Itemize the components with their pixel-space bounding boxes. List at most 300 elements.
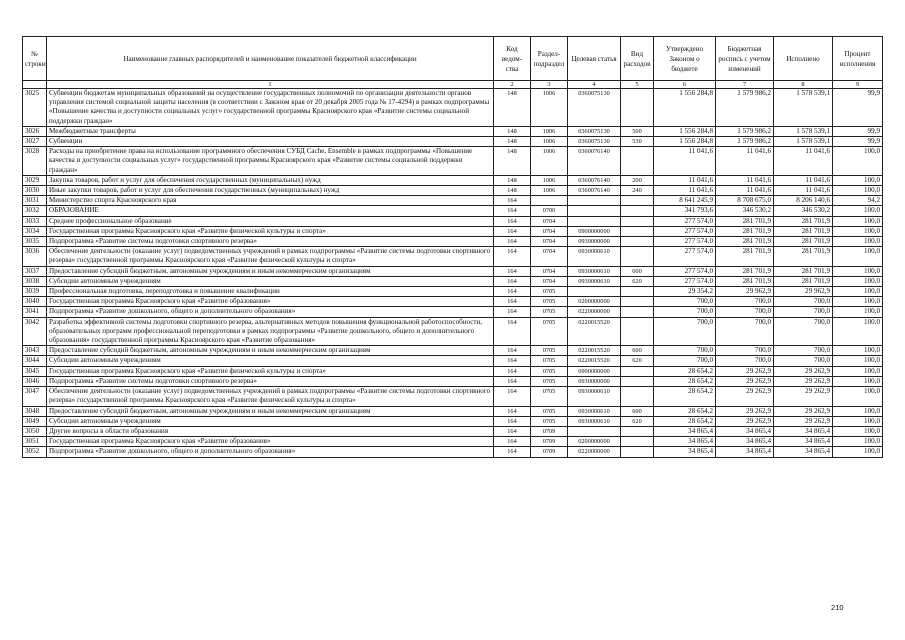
row-executed: 700,0 [774, 317, 833, 346]
table-row [23, 247, 883, 266]
row-dept-code: 148 [494, 147, 531, 176]
row-section: 1006 [531, 147, 568, 176]
row-expense-type [621, 206, 654, 216]
row-section: 0704 [531, 276, 568, 286]
row-dept-code: 164 [494, 426, 531, 436]
header-executed: Исполнено [774, 37, 833, 81]
row-section: 0704 [531, 216, 568, 226]
column-number: 9 [833, 81, 883, 89]
row-percent: 100,0 [833, 346, 883, 356]
row-expense-type [621, 426, 654, 436]
row-dept-code: 164 [494, 387, 531, 406]
row-approved: 11 041,6 [654, 186, 716, 196]
row-percent: 100,0 [833, 216, 883, 226]
table-row [23, 137, 883, 147]
row-expense-type [621, 89, 654, 127]
row-expense-type [621, 247, 654, 266]
row-section: 0705 [531, 297, 568, 307]
row-number: 3037 [23, 266, 47, 276]
row-budget-list: 700,0 [716, 317, 774, 346]
row-percent: 94,2 [833, 196, 883, 206]
row-budget-list: 34 865,4 [716, 447, 774, 457]
row-name: Подпрограмма «Развитие системы подготовки спортивного резерва» [47, 376, 494, 386]
row-target-article: 0930000610 [568, 266, 621, 276]
row-executed: 281 701,9 [774, 276, 833, 286]
row-approved: 1 556 284,8 [654, 137, 716, 147]
row-number: 3036 [23, 247, 47, 266]
row-section: 0709 [531, 447, 568, 457]
column-number-row [23, 81, 883, 89]
row-approved: 700,0 [654, 346, 716, 356]
row-target-article: 0360076140 [568, 175, 621, 185]
row-name: Государственная программа Красноярского края «Развитие образования» [47, 297, 494, 307]
row-executed: 281 701,9 [774, 237, 833, 247]
table-row [23, 346, 883, 356]
row-dept-code: 148 [494, 126, 531, 136]
row-name: Субсидии автономным учреждениям [47, 356, 494, 366]
row-executed: 700,0 [774, 297, 833, 307]
row-target-article: 0900000000 [568, 226, 621, 236]
header-percent: Процент исполнения [833, 37, 883, 81]
row-approved: 277 574,0 [654, 216, 716, 226]
row-section: 0709 [531, 426, 568, 436]
row-percent: 100,0 [833, 437, 883, 447]
header-section: Раздел-подраздел [531, 37, 568, 81]
row-number: 3051 [23, 437, 47, 447]
table-row [23, 356, 883, 366]
row-section: 0705 [531, 346, 568, 356]
row-executed: 1 578 539,1 [774, 137, 833, 147]
row-dept-code: 164 [494, 287, 531, 297]
row-budget-list: 29 262,9 [716, 416, 774, 426]
row-percent: 99,9 [833, 137, 883, 147]
row-target-article: 0220015520 [568, 346, 621, 356]
table-row [23, 89, 883, 127]
row-budget-list: 29 262,9 [716, 387, 774, 406]
table-row [23, 126, 883, 136]
column-number: 4 [568, 81, 621, 89]
row-name: Государственная программа Красноярского края «Развитие образования» [47, 437, 494, 447]
row-percent: 100,0 [833, 276, 883, 286]
row-name: Предоставление субсидий бюджетным, автономным учреждениям и иным некоммерческим организациям [47, 266, 494, 276]
row-dept-code: 164 [494, 226, 531, 236]
row-executed: 11 041,6 [774, 175, 833, 185]
header-row [23, 37, 883, 81]
table-row [23, 266, 883, 276]
row-dept-code: 164 [494, 216, 531, 226]
row-expense-type: 620 [621, 276, 654, 286]
row-executed: 281 701,9 [774, 216, 833, 226]
row-section [531, 196, 568, 206]
budget-report-page [22, 36, 882, 458]
row-approved: 28 654,2 [654, 387, 716, 406]
row-name: Среднее профессиональное образование [47, 216, 494, 226]
row-dept-code: 164 [494, 276, 531, 286]
row-budget-list: 346 530,2 [716, 206, 774, 216]
row-dept-code: 164 [494, 317, 531, 346]
column-number: 2 [494, 81, 531, 89]
row-expense-type: 200 [621, 175, 654, 185]
row-dept-code: 164 [494, 206, 531, 216]
row-section: 0704 [531, 237, 568, 247]
row-name: Расходы на приобретение права на использование программного обеспечения СУБД Cache, Ensemble в рамках подпрограммы «Повышение качества и доступности социальных услуг» государственной программы Красноярского края «Развитие системы социальной поддержки граждан» [47, 147, 494, 176]
row-target-article: 0930000000 [568, 376, 621, 386]
row-dept-code: 164 [494, 196, 531, 206]
row-approved: 28 654,2 [654, 376, 716, 386]
row-number: 3030 [23, 186, 47, 196]
row-name: Государственная программа Красноярского края «Развитие физической культуры и спорта» [47, 366, 494, 376]
row-expense-type [621, 376, 654, 386]
row-approved: 700,0 [654, 297, 716, 307]
row-dept-code: 164 [494, 266, 531, 276]
row-name: Министерство спорта Красноярского края [47, 196, 494, 206]
row-name: Разработка эффективной системы подготовки спортивного резерва, альтернативных методов повышения функциональной работоспособности, образовательных программ профессиональной переподготовки в рамках подпрограммы «Развитие дошкольного, общего и дополнительного образования» государственной программы Красноярского края «Развитие образования» [47, 317, 494, 346]
row-number: 3038 [23, 276, 47, 286]
row-number: 3050 [23, 426, 47, 436]
row-approved: 28 654,2 [654, 366, 716, 376]
row-section: 0705 [531, 356, 568, 366]
row-executed: 29 262,9 [774, 376, 833, 386]
table-row [23, 317, 883, 346]
row-section: 1006 [531, 89, 568, 127]
header-approved: Утверждено Законом о бюджете [654, 37, 716, 81]
row-expense-type: 600 [621, 406, 654, 416]
row-number: 3046 [23, 376, 47, 386]
row-expense-type [621, 307, 654, 317]
row-target-article: 0930000610 [568, 387, 621, 406]
row-expense-type [621, 297, 654, 307]
row-approved: 700,0 [654, 307, 716, 317]
table-body [23, 89, 883, 458]
row-section: 0705 [531, 416, 568, 426]
table-row [23, 366, 883, 376]
row-target-article: 0930000610 [568, 416, 621, 426]
row-approved: 700,0 [654, 356, 716, 366]
row-target-article [568, 426, 621, 436]
row-percent: 100,0 [833, 226, 883, 236]
header-target-article: Целевая статья [568, 37, 621, 81]
row-expense-type [621, 387, 654, 406]
row-dept-code: 164 [494, 297, 531, 307]
row-target-article [568, 196, 621, 206]
row-dept-code: 148 [494, 175, 531, 185]
header-name: Наименование главных распорядителей и наименование показателей бюджетной классификации [47, 37, 494, 81]
row-name: Обеспечение деятельности (оказание услуг) подведомственных учреждений в рамках подпрограммы «Развитие системы подготовки спортивного резерва» государственной программы Красноярского края «Развитие физической культуры и спорта» [47, 387, 494, 406]
row-section: 0704 [531, 266, 568, 276]
row-executed: 281 701,9 [774, 247, 833, 266]
row-number: 3048 [23, 406, 47, 416]
row-budget-list: 29 962,9 [716, 287, 774, 297]
row-budget-list: 1 579 986,2 [716, 137, 774, 147]
row-budget-list: 11 041,6 [716, 186, 774, 196]
row-approved: 341 793,6 [654, 206, 716, 216]
row-expense-type [621, 317, 654, 346]
table-row [23, 416, 883, 426]
row-executed: 700,0 [774, 346, 833, 356]
row-budget-list: 8 708 675,0 [716, 196, 774, 206]
row-number: 3029 [23, 175, 47, 185]
row-name: Субсидии автономным учреждениям [47, 416, 494, 426]
row-dept-code: 148 [494, 186, 531, 196]
page-number: 210 [831, 603, 844, 612]
row-section: 0705 [531, 376, 568, 386]
row-approved: 34 865,4 [654, 426, 716, 436]
row-executed: 29 962,9 [774, 287, 833, 297]
row-percent: 100,0 [833, 317, 883, 346]
row-target-article: 0200000000 [568, 437, 621, 447]
row-expense-type [621, 216, 654, 226]
row-executed: 281 701,9 [774, 266, 833, 276]
row-dept-code: 164 [494, 346, 531, 356]
row-name: Профессиональная подготовка, переподготовка и повышение квалификации [47, 287, 494, 297]
row-number: 3040 [23, 297, 47, 307]
row-percent: 100,0 [833, 406, 883, 416]
row-section: 0700 [531, 206, 568, 216]
row-percent: 100,0 [833, 287, 883, 297]
table-row [23, 387, 883, 406]
row-executed: 29 262,9 [774, 387, 833, 406]
row-section: 0709 [531, 437, 568, 447]
row-budget-list: 281 701,9 [716, 216, 774, 226]
row-name: ОБРАЗОВАНИЕ [47, 206, 494, 216]
row-approved: 1 556 284,8 [654, 89, 716, 127]
row-dept-code: 164 [494, 247, 531, 266]
row-dept-code: 164 [494, 406, 531, 416]
row-executed: 29 262,9 [774, 406, 833, 416]
row-budget-list: 281 701,9 [716, 266, 774, 276]
row-expense-type: 240 [621, 186, 654, 196]
table-row [23, 297, 883, 307]
row-executed: 29 262,9 [774, 416, 833, 426]
row-executed: 34 865,4 [774, 437, 833, 447]
row-name: Предоставление субсидий бюджетным, автономным учреждениям и иным некоммерческим организациям [47, 406, 494, 416]
row-section: 1006 [531, 137, 568, 147]
row-budget-list: 1 579 986,2 [716, 89, 774, 127]
row-budget-list: 11 041,6 [716, 147, 774, 176]
table-row [23, 237, 883, 247]
row-executed: 346 530,2 [774, 206, 833, 216]
budget-table [22, 36, 883, 458]
row-executed: 1 578 539,1 [774, 89, 833, 127]
table-row [23, 196, 883, 206]
row-target-article: 0220000000 [568, 447, 621, 457]
row-number: 3033 [23, 216, 47, 226]
row-dept-code: 164 [494, 366, 531, 376]
row-executed: 700,0 [774, 307, 833, 317]
row-approved: 277 574,0 [654, 266, 716, 276]
row-percent: 100,0 [833, 387, 883, 406]
row-approved: 34 865,4 [654, 447, 716, 457]
row-percent: 100,0 [833, 297, 883, 307]
row-percent: 100,0 [833, 307, 883, 317]
row-name: Субсидии автономным учреждениям [47, 276, 494, 286]
row-dept-code: 148 [494, 89, 531, 127]
row-percent: 100,0 [833, 147, 883, 176]
table-row [23, 307, 883, 317]
row-number: 3026 [23, 126, 47, 136]
row-budget-list: 29 262,9 [716, 376, 774, 386]
row-percent: 100,0 [833, 376, 883, 386]
row-executed: 8 206 140,6 [774, 196, 833, 206]
row-name: Подпрограмма «Развитие дошкольного, общего и дополнительного образования» [47, 447, 494, 457]
row-name: Субвенции бюджетам муниципальных образований на осуществление государственных полномочий по организации деятельности органов управления системой социальной защиты населения (в соответствии с Законом края от 20 декабря 2005 года № 17-4294) в рамках подпрограммы «Повышение качества и доступности социальных услуг» государственной программы Красноярского края «Развитие системы социальной поддержки граждан» [47, 89, 494, 127]
row-percent: 100,0 [833, 366, 883, 376]
row-dept-code: 164 [494, 237, 531, 247]
row-percent: 100,0 [833, 426, 883, 436]
row-percent: 100,0 [833, 186, 883, 196]
row-approved: 11 041,6 [654, 147, 716, 176]
row-expense-type: 530 [621, 137, 654, 147]
row-executed: 11 041,6 [774, 186, 833, 196]
row-expense-type [621, 437, 654, 447]
row-expense-type [621, 287, 654, 297]
row-budget-list: 29 262,9 [716, 366, 774, 376]
row-approved: 28 654,2 [654, 416, 716, 426]
row-expense-type [621, 226, 654, 236]
row-number: 3052 [23, 447, 47, 457]
row-dept-code: 148 [494, 137, 531, 147]
column-number: 8 [774, 81, 833, 89]
row-section: 0704 [531, 226, 568, 236]
row-section: 1006 [531, 186, 568, 196]
row-section: 1006 [531, 126, 568, 136]
row-executed: 281 701,9 [774, 226, 833, 236]
row-target-article: 0220015520 [568, 356, 621, 366]
row-target-article: 0930000610 [568, 247, 621, 266]
row-dept-code: 164 [494, 376, 531, 386]
row-percent: 99,9 [833, 126, 883, 136]
row-target-article: 0360076140 [568, 186, 621, 196]
row-dept-code: 164 [494, 356, 531, 366]
row-name: Иные закупки товаров, работ и услуг для обеспечения государственных (муниципальных) нужд [47, 186, 494, 196]
column-number: 3 [531, 81, 568, 89]
row-target-article: 0360075130 [568, 126, 621, 136]
row-budget-list: 34 865,4 [716, 426, 774, 436]
row-percent: 99,9 [833, 89, 883, 127]
row-budget-list: 700,0 [716, 356, 774, 366]
table-row [23, 206, 883, 216]
row-number: 3043 [23, 346, 47, 356]
row-expense-type [621, 237, 654, 247]
row-name: Подпрограмма «Развитие дошкольного, общего и дополнительного образования» [47, 307, 494, 317]
row-approved: 277 574,0 [654, 237, 716, 247]
row-approved: 34 865,4 [654, 437, 716, 447]
row-number: 3032 [23, 206, 47, 216]
row-expense-type [621, 447, 654, 457]
column-number [23, 81, 47, 89]
table-row [23, 376, 883, 386]
row-approved: 700,0 [654, 317, 716, 346]
header-expense-type: Вид расходов [621, 37, 654, 81]
row-number: 3039 [23, 287, 47, 297]
row-executed: 700,0 [774, 356, 833, 366]
row-target-article: 0360075130 [568, 89, 621, 127]
row-expense-type [621, 147, 654, 176]
row-percent: 100,0 [833, 247, 883, 266]
row-budget-list: 700,0 [716, 346, 774, 356]
table-row [23, 437, 883, 447]
row-section: 0705 [531, 406, 568, 416]
table-row [23, 426, 883, 436]
row-name: Государственная программа Красноярского края «Развитие физической культуры и спорта» [47, 226, 494, 236]
row-expense-type [621, 196, 654, 206]
row-target-article: 0900000000 [568, 366, 621, 376]
row-target-article: 0930000610 [568, 406, 621, 416]
row-budget-list: 11 041,6 [716, 175, 774, 185]
row-expense-type: 620 [621, 356, 654, 366]
row-expense-type: 620 [621, 416, 654, 426]
row-budget-list: 700,0 [716, 297, 774, 307]
row-section: 1006 [531, 175, 568, 185]
header-budget-list: Бюджетная роспись с учетом изменений [716, 37, 774, 81]
row-percent: 100,0 [833, 206, 883, 216]
row-percent: 100,0 [833, 356, 883, 366]
table-row [23, 226, 883, 236]
row-target-article [568, 206, 621, 216]
row-number: 3028 [23, 147, 47, 176]
row-name: Закупка товаров, работ и услуг для обеспечения государственных (муниципальных) нужд [47, 175, 494, 185]
row-name: Подпрограмма «Развитие системы подготовки спортивного резерва» [47, 237, 494, 247]
row-number: 3025 [23, 89, 47, 127]
row-expense-type: 500 [621, 126, 654, 136]
table-row [23, 406, 883, 416]
row-percent: 100,0 [833, 175, 883, 185]
table-row [23, 276, 883, 286]
row-number: 3042 [23, 317, 47, 346]
row-target-article: 0220000000 [568, 307, 621, 317]
row-expense-type [621, 366, 654, 376]
row-target-article: 0220015520 [568, 317, 621, 346]
row-number: 3035 [23, 237, 47, 247]
row-budget-list: 281 701,9 [716, 226, 774, 236]
row-section: 0705 [531, 317, 568, 346]
row-percent: 100,0 [833, 266, 883, 276]
row-dept-code: 164 [494, 307, 531, 317]
row-target-article: 0360075130 [568, 137, 621, 147]
row-target-article [568, 287, 621, 297]
row-executed: 34 865,4 [774, 447, 833, 457]
row-approved: 1 556 284,8 [654, 126, 716, 136]
row-executed: 11 041,6 [774, 147, 833, 176]
row-approved: 8 641 245,9 [654, 196, 716, 206]
column-number: 6 [654, 81, 716, 89]
row-section: 0705 [531, 366, 568, 376]
row-target-article: 0930000000 [568, 237, 621, 247]
row-number: 3045 [23, 366, 47, 376]
row-percent: 100,0 [833, 416, 883, 426]
column-number: 7 [716, 81, 774, 89]
row-approved: 28 654,2 [654, 406, 716, 416]
row-target-article: 0360076140 [568, 147, 621, 176]
row-percent: 100,0 [833, 447, 883, 457]
row-dept-code: 164 [494, 447, 531, 457]
row-executed: 34 865,4 [774, 426, 833, 436]
row-budget-list: 281 701,9 [716, 237, 774, 247]
column-number: 1 [47, 81, 494, 89]
row-budget-list: 1 579 986,2 [716, 126, 774, 136]
row-executed: 29 262,9 [774, 366, 833, 376]
row-approved: 11 041,6 [654, 175, 716, 185]
row-budget-list: 34 865,4 [716, 437, 774, 447]
row-budget-list: 29 262,9 [716, 406, 774, 416]
table-row [23, 175, 883, 185]
row-target-article: 0930000610 [568, 276, 621, 286]
row-dept-code: 164 [494, 416, 531, 426]
row-name: Предоставление субсидий бюджетным, автономным учреждениям и иным некоммерческим организациям [47, 346, 494, 356]
row-number: 3027 [23, 137, 47, 147]
header-row-no: № строки [23, 37, 47, 81]
row-percent: 100,0 [833, 237, 883, 247]
